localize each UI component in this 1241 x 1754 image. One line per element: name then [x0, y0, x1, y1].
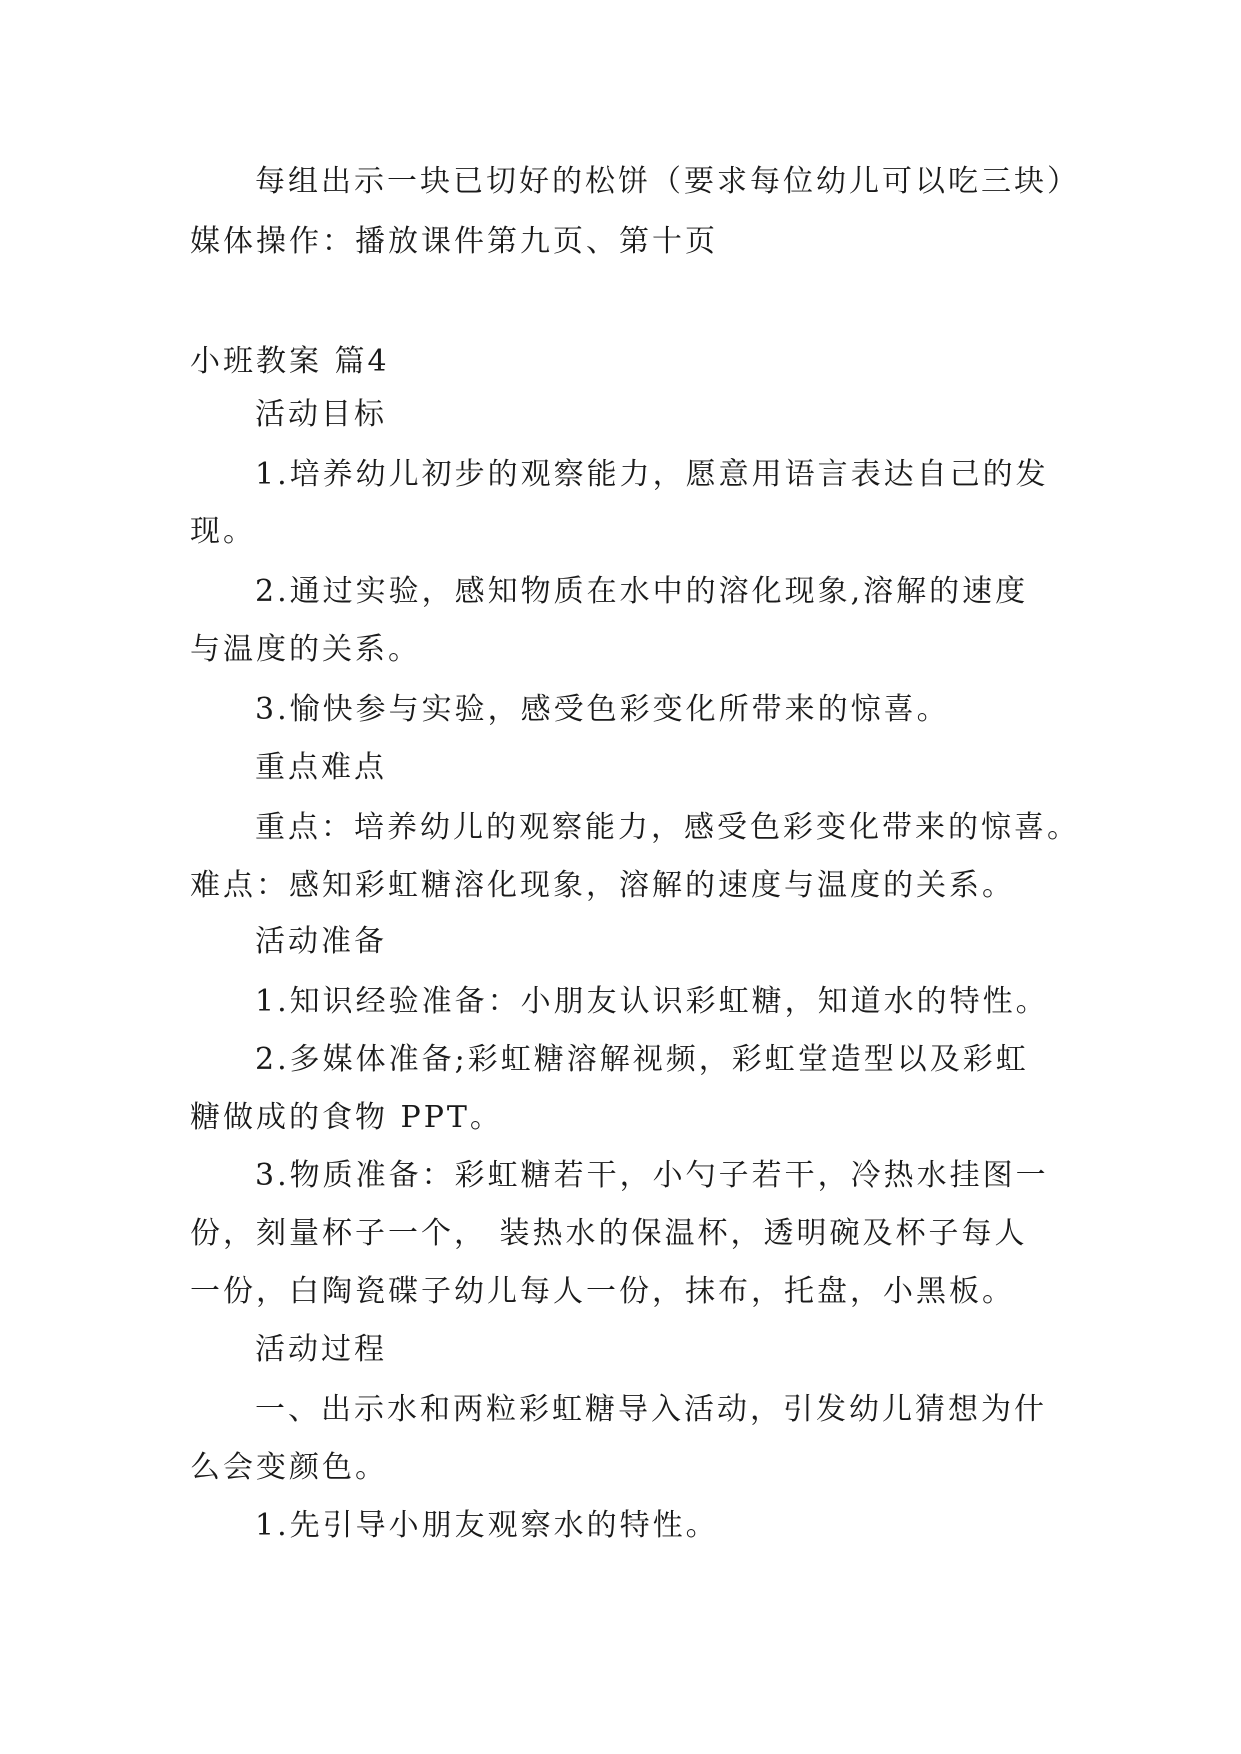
- section-heading: 活动准备: [255, 924, 387, 959]
- paragraph-line: 与温度的关系。: [190, 632, 421, 667]
- paragraph-line: 每组出示一块已切好的松饼（要求每位幼儿可以吃三块）: [255, 164, 1080, 199]
- paragraph-line: 难点：感知彩虹糖溶化现象，溶解的速度与温度的关系。: [190, 868, 1015, 903]
- paragraph-line: 1.先引导小朋友观察水的特性。: [255, 1508, 719, 1543]
- paragraph-line: 3.物质准备：彩虹糖若干，小勺子若干，冷热水挂图一: [255, 1158, 1049, 1193]
- paragraph-line: 3.愉快参与实验，感受色彩变化所带来的惊喜。: [255, 692, 950, 727]
- section-heading: 活动目标: [255, 397, 387, 432]
- paragraph-line: 么会变颜色。: [190, 1450, 388, 1485]
- paragraph-line: 1.知识经验准备：小朋友认识彩虹糖，知道水的特性。: [255, 984, 1049, 1019]
- paragraph-line: 糖做成的食物 PPT。: [190, 1100, 503, 1135]
- paragraph-line: 一、出示水和两粒彩虹糖导入活动，引发幼儿猜想为什: [255, 1392, 1047, 1427]
- section-heading: 活动过程: [255, 1332, 387, 1367]
- paragraph-line: 媒体操作：播放课件第九页、第十页: [190, 224, 718, 259]
- paragraph-line: 重点：培养幼儿的观察能力，感受色彩变化带来的惊喜。: [255, 810, 1080, 845]
- section-title: 小班教案 篇4: [190, 344, 390, 379]
- paragraph-line: 1.培养幼儿初步的观察能力，愿意用语言表达自己的发: [255, 457, 1049, 492]
- paragraph-line: 份，刻量杯子一个， 装热水的保温杯，透明碗及杯子每人: [190, 1216, 1028, 1251]
- paragraph-line: 2.通过实验，感知物质在水中的溶化现象,溶解的速度: [255, 574, 1029, 609]
- paragraph-line: 2.多媒体准备;彩虹糖溶解视频，彩虹堂造型以及彩虹: [255, 1042, 1029, 1077]
- section-heading: 重点难点: [255, 750, 387, 785]
- paragraph-line: 一份，白陶瓷碟子幼儿每人一份，抹布，托盘，小黑板。: [190, 1274, 1015, 1309]
- paragraph-line: 现。: [190, 514, 256, 549]
